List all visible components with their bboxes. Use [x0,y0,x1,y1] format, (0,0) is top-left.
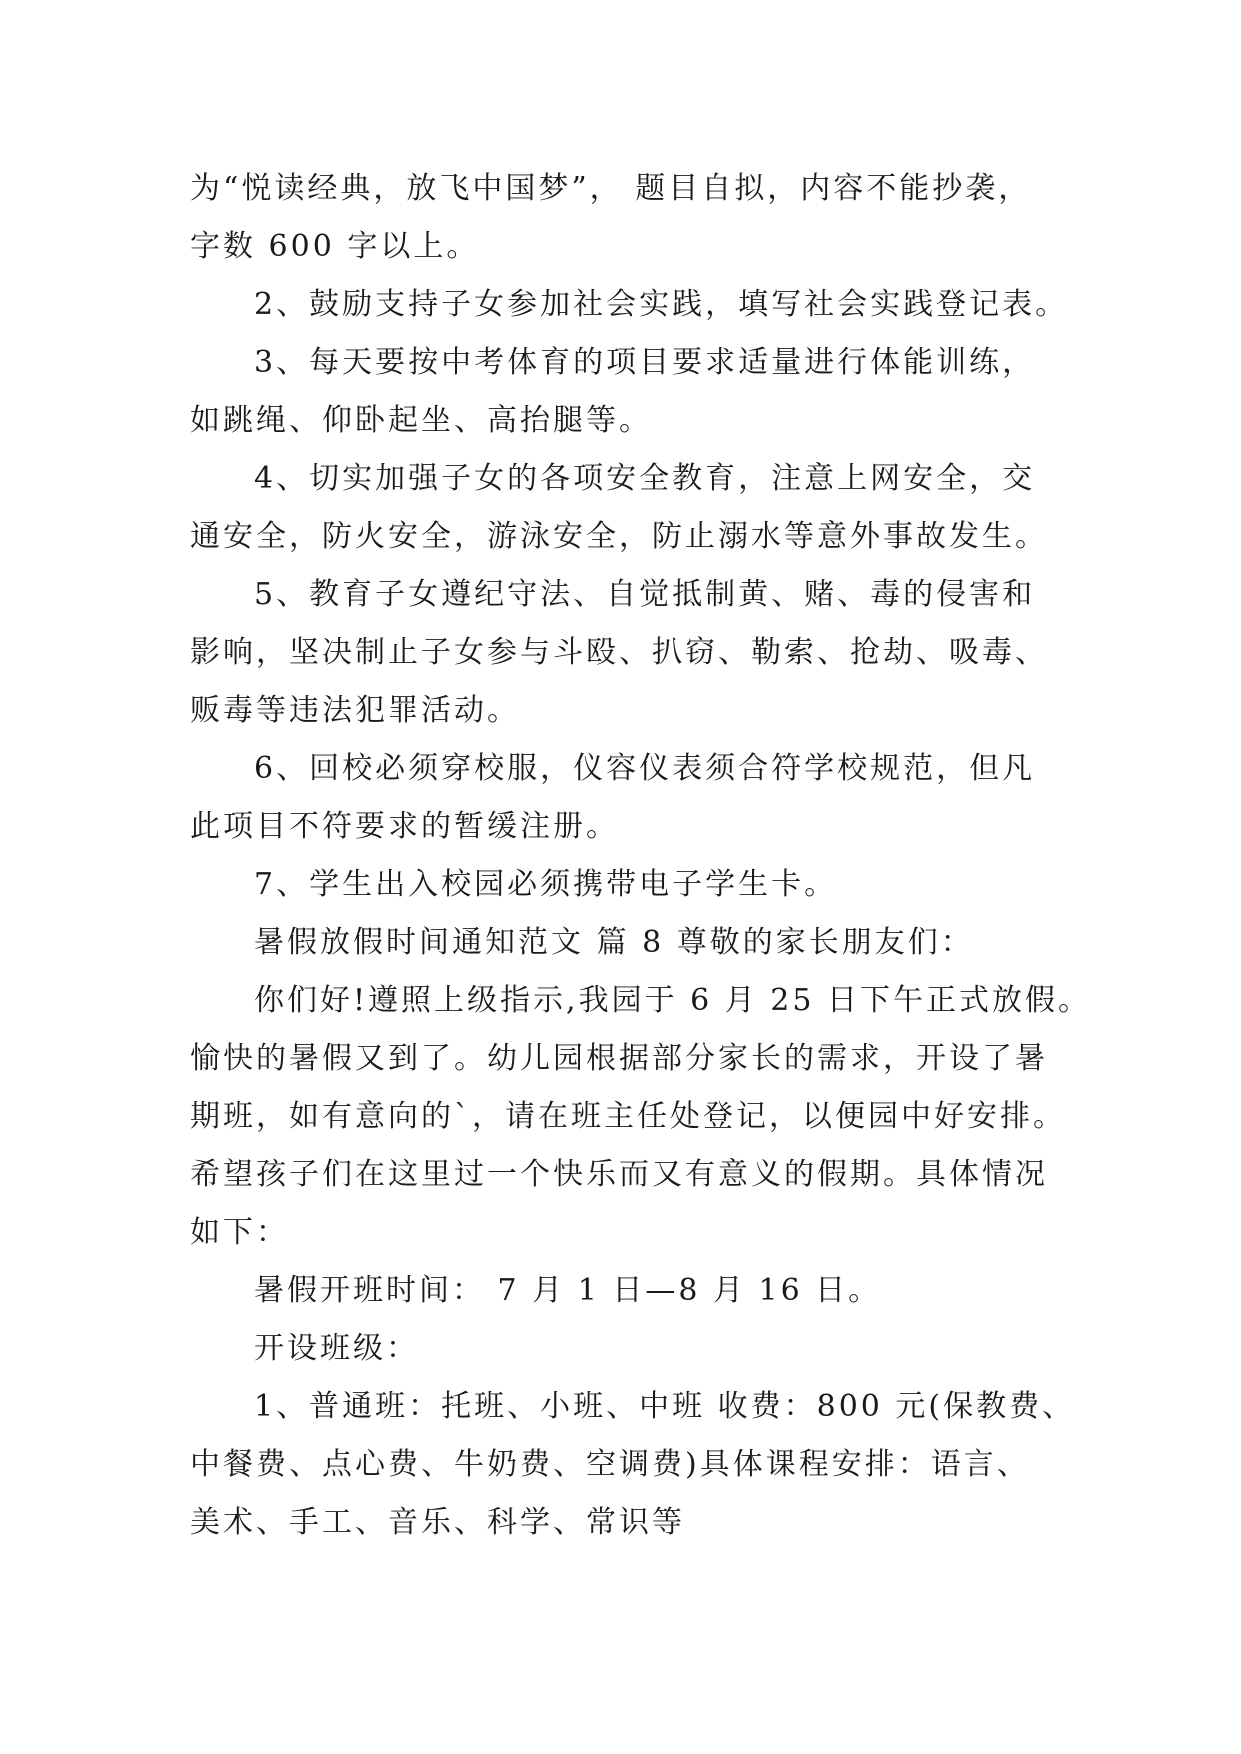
text-line: 6、回校必须穿校服，仪容仪表须合符学校规范，但凡 [254,751,1036,786]
text-line: 2、鼓励支持子女参加社会实践，填写社会实践登记表。 [254,287,1069,322]
text-line: 愉快的暑假又到了。幼儿园根据部分家长的需求，开设了暑 [190,1041,1048,1076]
document-body [190,160,1091,1552]
text-line: 通安全，防火安全，游泳安全，防止溺水等意外事故发生。 [190,519,1048,554]
text-line: 如下： [190,1215,289,1250]
text-line: 此项目不符要求的暂缓注册。 [190,809,619,844]
text-line: 开设班级： [254,1331,419,1366]
text-line: 如跳绳、仰卧起坐、高抬腿等。 [190,403,652,438]
text-line: 字数 600 字以上。 [190,229,480,264]
text-line: 影响，坚决制止子女参与斗殴、扒窃、勒索、抢劫、吸毒、 [190,635,1048,670]
text-line: 期班，如有意向的`，请在班主任处登记，以便园中好安排。 [190,1099,1066,1134]
text-line: 1、普通班：托班、小班、中班 收费：800 元(保教费、 [254,1389,1076,1424]
text-line: 贩毒等违法犯罪活动。 [190,693,520,728]
text-line: 中餐费、点心费、牛奶费、空调费)具体课程安排：语言、 [190,1447,1030,1482]
text-line: 希望孩子们在这里过一个快乐而又有意义的假期。具体情况 [190,1157,1048,1192]
text-line: 4、切实加强子女的各项安全教育，注意上网安全，交 [254,461,1036,496]
section-heading: 暑假放假时间通知范文 篇 8 尊敬的家长朋友们： [254,925,974,960]
text-line: 3、每天要按中考体育的项目要求适量进行体能训练， [254,345,1036,380]
text-line: 5、教育子女遵纪守法、自觉抵制黄、赌、毒的侵害和 [254,577,1036,612]
text-line: 你们好!遵照上级指示,我园于 6 月 25 日下午正式放假。 [254,983,1091,1018]
text-line: 为“悦读经典，放飞中国梦”， 题目自拟，内容不能抄袭， [190,171,1032,206]
text-line: 暑假开班时间： 7 月 1 日—8 月 16 日。 [254,1273,882,1308]
text-line: 美术、手工、音乐、科学、常识等 [190,1505,685,1540]
text-line: 7、学生出入校园必须携带电子学生卡。 [254,867,838,902]
